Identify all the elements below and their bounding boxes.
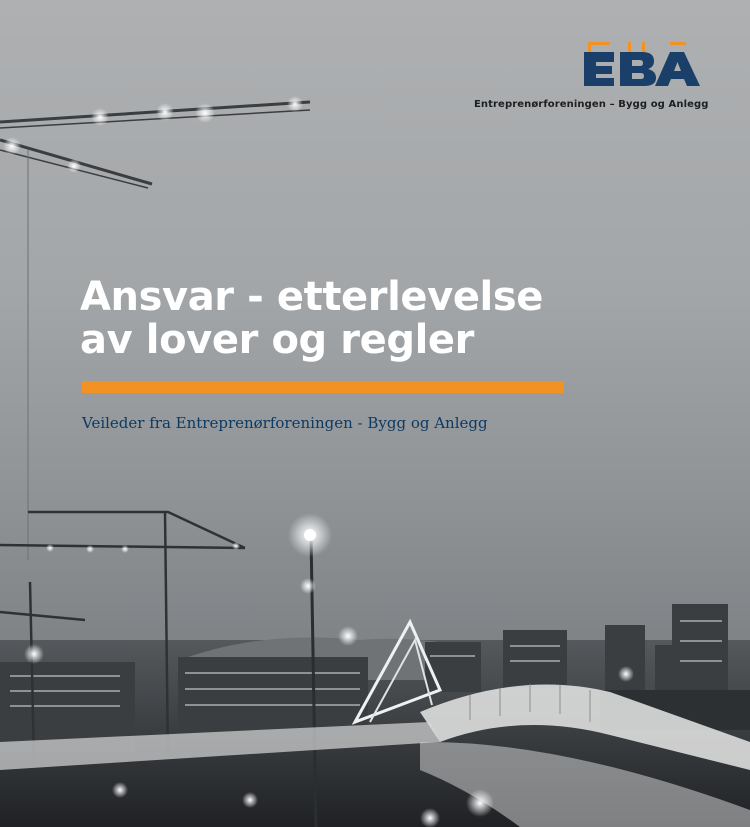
eba-logo [584,40,702,90]
logo-tagline: Entreprenørforeningen – Bygg og Anlegg [474,99,709,110]
subtitle: Veileder fra Entreprenørforeningen - Bygg og Anlegg [82,414,488,432]
title-divider [82,381,564,393]
title-line-2: av lover og regler [80,317,474,363]
title-line-1: Ansvar - etterlevelse [80,274,544,320]
page-title [80,276,640,362]
crane-top [0,102,310,188]
